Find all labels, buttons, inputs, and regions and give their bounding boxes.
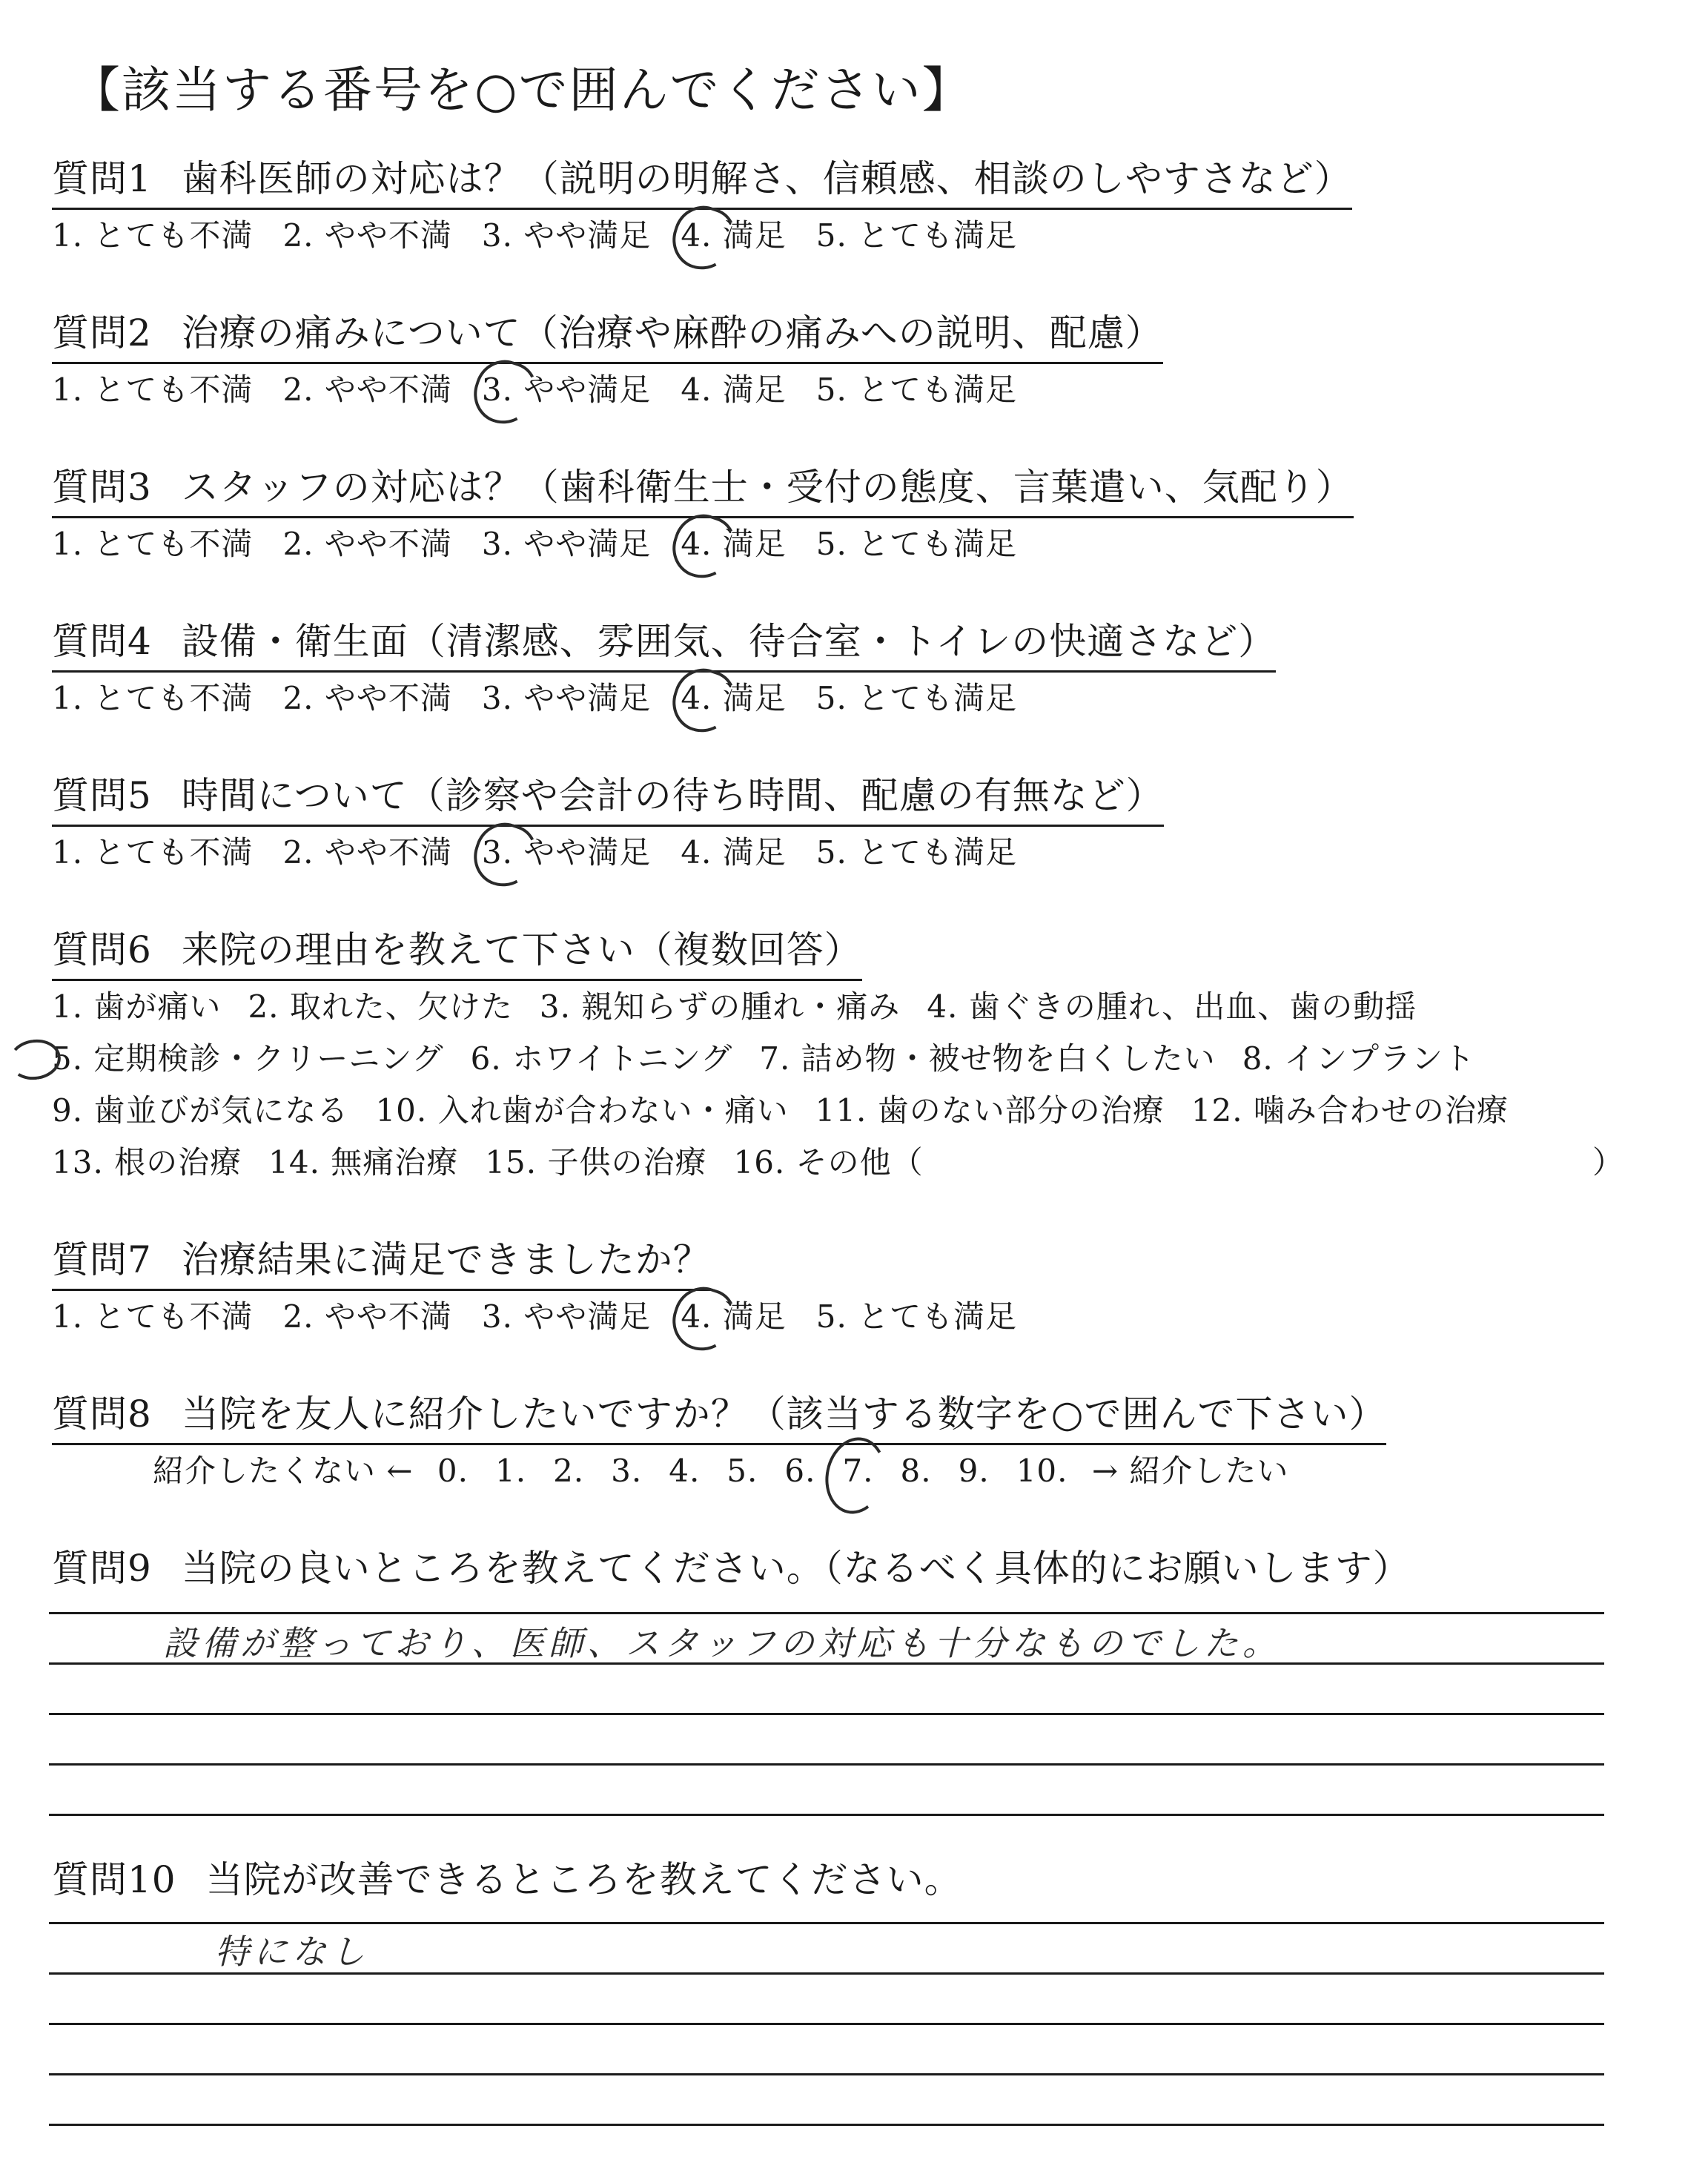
other-close-paren: ） xyxy=(1592,1144,1625,1180)
rating-option[interactable]: 1. とても不満 xyxy=(52,834,254,871)
question-6-options-row-2 xyxy=(52,1035,1502,1083)
rating-option[interactable]: 5. とても満足 xyxy=(815,1298,1018,1335)
rating-option[interactable]: 5. とても満足 xyxy=(815,680,1018,716)
question-6-options-row-1 xyxy=(52,983,1443,1031)
rating-option[interactable]: 4. 満足 xyxy=(681,521,786,568)
reason-option[interactable]: 6. ホワイトニング xyxy=(470,1040,733,1077)
answer-line xyxy=(49,1814,1604,1816)
answer-line xyxy=(49,2023,1604,2025)
rating-option[interactable]: 5. とても満足 xyxy=(815,371,1018,408)
reason-option[interactable]: 4. 歯ぐきの腫れ、出血、歯の動揺 xyxy=(927,988,1417,1025)
rating-option[interactable]: 1. とても不満 xyxy=(52,371,254,408)
rating-option[interactable]: 5. とても満足 xyxy=(815,526,1018,562)
answer-line xyxy=(49,1713,1604,1715)
reason-option[interactable]: 14. 無痛治療 xyxy=(268,1144,459,1180)
rating-option[interactable]: 5. とても満足 xyxy=(815,834,1018,871)
scale-values xyxy=(424,1453,1082,1489)
question-9-heading xyxy=(52,1542,1411,1597)
question-10-heading xyxy=(52,1854,962,1909)
question-9-number: 質問9 xyxy=(52,1547,152,1590)
reason-option[interactable]: 5. 定期検診・クリーニング xyxy=(52,1035,444,1083)
question-5-number: 質問5 xyxy=(52,774,152,817)
rating-option[interactable]: 2. やや不満 xyxy=(282,526,452,562)
scale-value[interactable]: 10. xyxy=(1016,1453,1068,1489)
reason-option[interactable]: 3. 親知らずの腫れ・痛み xyxy=(539,988,901,1025)
scale-value[interactable]: 8. xyxy=(900,1453,932,1489)
question-2-heading xyxy=(52,307,1163,364)
question-3-number: 質問3 xyxy=(52,466,152,509)
question-4-heading xyxy=(52,615,1276,673)
question-8-text: 当院を友人に紹介したいですか？（該当する数字を○で囲んで下さい） xyxy=(181,1393,1387,1436)
question-7-text: 治療結果に満足できましたか？ xyxy=(181,1238,711,1281)
rating-option[interactable]: 1. とても不満 xyxy=(52,680,254,716)
scale-value[interactable]: 0. xyxy=(437,1453,469,1489)
answer-line xyxy=(49,1612,1604,1614)
question-6-options-row-3 xyxy=(52,1087,1535,1135)
question-10-answer[interactable]: 特になし xyxy=(215,1932,369,1972)
question-6-options-row-4 xyxy=(52,1139,950,1186)
question-7-number: 質問7 xyxy=(52,1238,152,1281)
question-6-text: 来院の理由を教えて下さい（複数回答） xyxy=(181,928,862,971)
rating-option[interactable]: 2. やや不満 xyxy=(282,217,452,254)
rating-option[interactable]: 1. とても不満 xyxy=(52,217,254,254)
scale-value[interactable]: 3. xyxy=(611,1453,643,1489)
question-2-number: 質問2 xyxy=(52,311,152,354)
reason-option[interactable]: 1. 歯が痛い xyxy=(52,988,222,1025)
question-4-options xyxy=(52,675,1047,722)
rating-option[interactable]: 1. とても不満 xyxy=(52,1298,254,1335)
question-9-text: 当院の良いところを教えてください。（なるべく具体的にお願いします） xyxy=(181,1547,1411,1590)
rating-option[interactable]: 3. やや満足 xyxy=(481,526,652,562)
rating-option[interactable]: 2. やや不満 xyxy=(282,371,452,408)
rating-option[interactable]: 2. やや不満 xyxy=(282,680,452,716)
answer-line xyxy=(49,2073,1604,2075)
question-5-text: 時間について（診察や会計の待ち時間、配慮の有無など） xyxy=(181,774,1164,817)
question-8-heading xyxy=(52,1388,1386,1445)
answer-line xyxy=(49,2124,1604,2126)
question-1-heading xyxy=(52,153,1352,210)
question-7-options xyxy=(52,1293,1047,1341)
question-3-options xyxy=(52,521,1047,568)
reason-option[interactable]: 2. 取れた、欠けた xyxy=(248,988,513,1025)
reason-option[interactable]: 7. 詰め物・被せ物を白くしたい xyxy=(759,1040,1216,1077)
question-6-number: 質問6 xyxy=(52,928,152,971)
question-10-text: 当院が改善できるところを教えてください。 xyxy=(205,1858,962,1901)
answer-line xyxy=(49,1763,1604,1766)
rating-option[interactable]: 3. やや満足 xyxy=(481,1298,652,1335)
scale-value[interactable]: 1. xyxy=(494,1453,527,1489)
rating-option[interactable]: 4. 満足 xyxy=(681,834,787,871)
reason-option[interactable]: 13. 根の治療 xyxy=(52,1144,242,1180)
question-6-heading xyxy=(52,924,862,981)
question-4-number: 質問4 xyxy=(52,620,152,663)
scale-value[interactable]: 2. xyxy=(553,1453,585,1489)
rating-option[interactable]: 3. やや満足 xyxy=(481,680,652,716)
rating-option[interactable]: 4. 満足 xyxy=(681,1293,786,1341)
question-10-number: 質問10 xyxy=(52,1858,176,1901)
question-8-scale xyxy=(153,1447,1288,1495)
rating-option[interactable]: 2. やや不満 xyxy=(282,834,452,871)
scale-value[interactable]: 5. xyxy=(726,1453,758,1489)
rating-option[interactable]: 4. 満足 xyxy=(681,212,786,260)
scale-right-label: → 紹介したい xyxy=(1091,1453,1289,1489)
question-8-number: 質問8 xyxy=(52,1393,152,1436)
rating-option[interactable]: 3. やや満足 xyxy=(482,829,651,876)
scale-left-label: 紹介したくない ← xyxy=(153,1453,414,1489)
scale-value[interactable]: 6. xyxy=(784,1453,816,1489)
scale-value[interactable]: 9. xyxy=(958,1453,990,1489)
question-4-text: 設備・衛生面（清潔感、雰囲気、待合室・トイレの快適さなど） xyxy=(181,620,1277,663)
rating-option[interactable]: 5. とても満足 xyxy=(815,217,1018,254)
question-9-answer[interactable]: 設備が整っており、医師、スタッフの対応も十分なものでした。 xyxy=(163,1623,1281,1663)
question-1-options xyxy=(52,212,1047,260)
answer-line xyxy=(49,1922,1604,1924)
question-3-heading xyxy=(52,461,1354,518)
question-2-options xyxy=(52,366,1047,414)
reason-option[interactable]: 15. 子供の治療 xyxy=(485,1144,707,1180)
rating-option[interactable]: 3. やや満足 xyxy=(482,366,651,414)
question-1-number: 質問1 xyxy=(52,157,152,200)
rating-option[interactable]: 2. やや不満 xyxy=(282,1298,452,1335)
question-5-options xyxy=(52,829,1047,876)
scale-value[interactable]: 7. xyxy=(842,1447,873,1495)
reason-option[interactable]: 9. 歯並びが気になる xyxy=(52,1092,349,1129)
reason-option[interactable]: 8. インプラント xyxy=(1242,1040,1476,1077)
question-5-heading xyxy=(52,770,1164,827)
rating-option[interactable]: 4. 満足 xyxy=(681,371,787,408)
reason-option[interactable]: 11. 歯のない部分の治療 xyxy=(815,1092,1165,1129)
rating-option[interactable]: 1. とても不満 xyxy=(52,526,254,562)
reason-option[interactable]: 10. 入れ歯が合わない・痛い xyxy=(375,1092,789,1129)
scale-value[interactable]: 4. xyxy=(669,1453,701,1489)
question-1-text: 歯科医師の対応は？（説明の明解さ、信頼感、相談のしやすさなど） xyxy=(181,157,1352,200)
question-3-text: スタッフの対応は？（歯科衛生士・受付の態度、言葉遣い、気配り） xyxy=(181,466,1354,509)
page-title: 【該当する番号を○で囲んでください】 xyxy=(71,62,973,119)
rating-option[interactable]: 4. 満足 xyxy=(681,675,786,722)
question-2-text: 治療の痛みについて（治療や麻酔の痛みへの説明、配慮） xyxy=(181,311,1163,354)
rating-option[interactable]: 3. やや満足 xyxy=(481,217,652,254)
question-7-heading xyxy=(52,1234,711,1291)
reason-option[interactable]: 12. 噛み合わせの治療 xyxy=(1191,1092,1509,1129)
reason-option[interactable]: 16. その他（ xyxy=(733,1144,924,1180)
